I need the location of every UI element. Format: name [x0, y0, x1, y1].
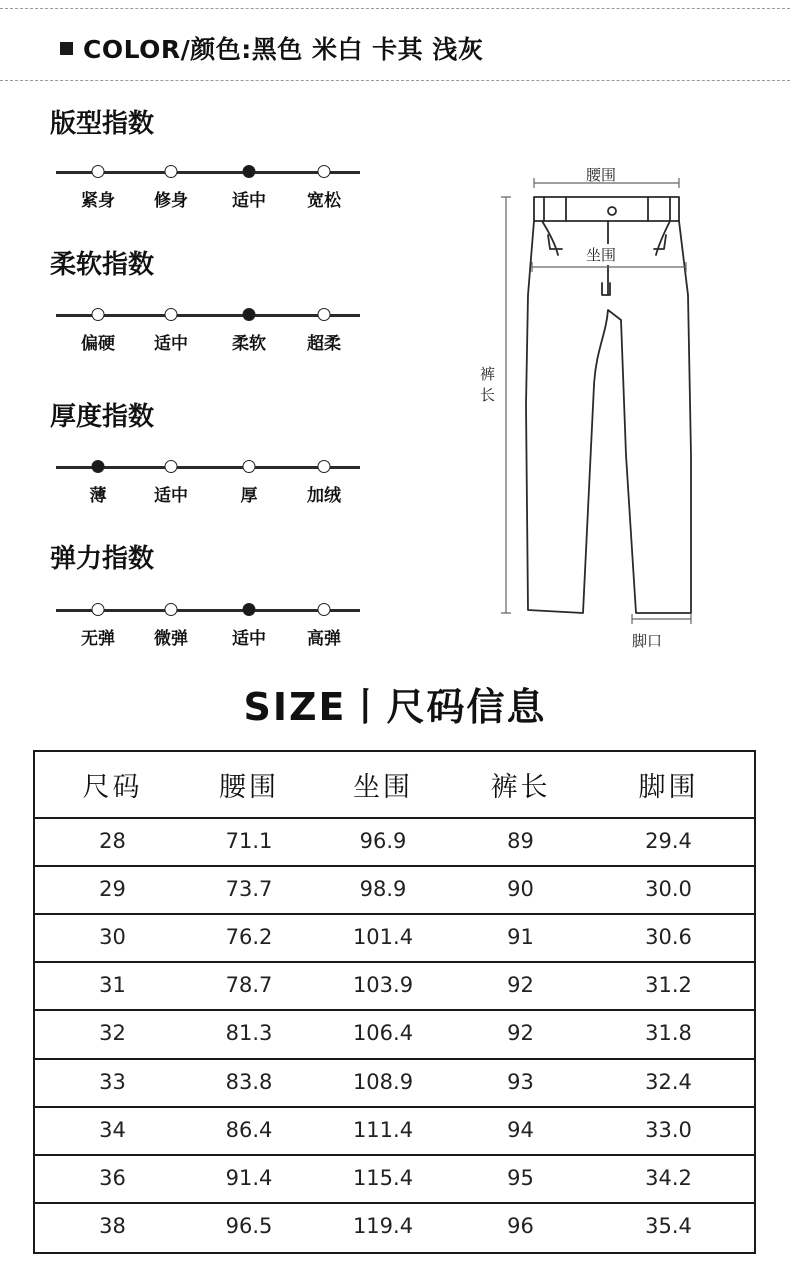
- length-label-2: 长: [480, 386, 496, 404]
- table-cell: 34: [99, 1117, 126, 1142]
- table-cell: 35.4: [645, 1213, 692, 1238]
- table-row: [35, 1009, 754, 1057]
- table-cell: 94: [507, 1117, 534, 1142]
- scale-label: 厚: [240, 486, 258, 506]
- pants-size-diagram: [470, 155, 700, 655]
- table-cell: 90: [507, 877, 534, 902]
- table-cell: 103.9: [352, 973, 414, 998]
- scale-label: 修身: [154, 191, 188, 211]
- hem-label: 脚口: [632, 632, 663, 650]
- table-row: [35, 913, 754, 961]
- index-scale: [56, 162, 360, 211]
- index-scale: [56, 305, 360, 354]
- table-cell: 96.5: [225, 1213, 273, 1238]
- table-row: [35, 1154, 754, 1202]
- index-scale: [56, 600, 360, 649]
- table-cell: 30.6: [645, 925, 692, 950]
- scale-label: 柔软: [232, 334, 266, 354]
- table-cell: 78.7: [225, 973, 273, 998]
- scale-label: 偏硬: [81, 334, 115, 354]
- waist-label: 腰围: [586, 166, 617, 184]
- table-cell: 119.4: [352, 1213, 414, 1238]
- scale-dot-selected: [243, 165, 256, 178]
- table-cell: 31: [99, 973, 126, 998]
- table-cell: 29: [99, 877, 126, 902]
- table-header-cell: 坐围: [353, 772, 413, 803]
- table-cell: 92: [507, 973, 534, 998]
- scale-label: 薄: [89, 486, 107, 506]
- scale-dot: [165, 165, 178, 178]
- scale-label: 适中: [232, 191, 266, 211]
- scale-dot: [92, 603, 105, 616]
- length-label-1: 裤: [480, 365, 496, 383]
- hip-label: 坐围: [586, 246, 617, 264]
- scale-label: 加绒: [307, 486, 341, 506]
- table-cell: 92: [507, 1021, 534, 1046]
- size-table: [33, 750, 756, 1254]
- table-header-cell: 脚围: [638, 772, 699, 803]
- table-cell: 33: [99, 1069, 126, 1094]
- table-cell: 81.3: [225, 1021, 273, 1046]
- scale-dot: [165, 308, 178, 321]
- scale-label: 宽松: [307, 191, 341, 211]
- top-divider: [0, 8, 790, 9]
- scale-dot: [318, 603, 331, 616]
- table-cell: 86.4: [225, 1117, 273, 1142]
- table-cell: 111.4: [352, 1117, 414, 1142]
- table-cell: 95: [507, 1165, 534, 1190]
- table-cell: 31.8: [645, 1021, 692, 1046]
- table-cell: 34.2: [645, 1165, 692, 1190]
- scale-dot-selected: [243, 308, 256, 321]
- table-row: [35, 817, 754, 865]
- table-row: [35, 1202, 754, 1250]
- table-cell: 30: [99, 925, 126, 950]
- table-cell: 73.7: [225, 877, 273, 902]
- scale-label: 超柔: [307, 334, 341, 354]
- table-cell: 32: [99, 1021, 126, 1046]
- table-row: [35, 1106, 754, 1154]
- scale-label: 适中: [154, 486, 188, 506]
- index-title: 厚度指数: [50, 402, 155, 432]
- table-cell: 28: [99, 829, 126, 854]
- color-divider: [0, 80, 790, 81]
- table-row: [35, 865, 754, 913]
- scale-dot: [92, 308, 105, 321]
- scale-dot: [318, 460, 331, 473]
- table-cell: 108.9: [352, 1069, 414, 1094]
- table-row: [35, 961, 754, 1009]
- table-cell: 98.9: [359, 877, 407, 902]
- size-title: SIZE丨尺码信息: [243, 685, 547, 729]
- scale-dot: [318, 165, 331, 178]
- table-row: [35, 1058, 754, 1106]
- table-header-cell: 裤长: [490, 772, 551, 803]
- scale-label: 紧身: [81, 191, 115, 211]
- color-options: [60, 30, 483, 66]
- color-label: COLOR/颜色:黑色 米白 卡其 浅灰: [83, 35, 484, 64]
- pants-outline-icon: [470, 155, 700, 655]
- scale-dot: [243, 460, 256, 473]
- square-bullet-icon: [60, 42, 73, 55]
- index-title: 弹力指数: [50, 544, 155, 574]
- table-cell: 30.0: [645, 877, 692, 902]
- scale-dot-selected: [243, 603, 256, 616]
- table-cell: 31.2: [645, 973, 692, 998]
- table-cell: 76.2: [225, 925, 273, 950]
- table-cell: 115.4: [352, 1165, 414, 1190]
- table-cell: 89: [507, 829, 534, 854]
- table-cell: 93: [507, 1069, 534, 1094]
- index-title: 柔软指数: [50, 250, 155, 280]
- table-cell: 29.4: [645, 829, 692, 854]
- table-cell: 38: [99, 1213, 126, 1238]
- table-cell: 91.4: [225, 1165, 273, 1190]
- table-cell: 32.4: [645, 1069, 692, 1094]
- table-cell: 91: [507, 925, 534, 950]
- table-header-cell: 尺码: [82, 772, 143, 803]
- scale-dot: [165, 460, 178, 473]
- table-cell: 101.4: [352, 925, 414, 950]
- table-cell: 71.1: [225, 829, 273, 854]
- table-cell: 83.8: [225, 1069, 273, 1094]
- scale-dot: [92, 165, 105, 178]
- scale-label: 无弹: [81, 629, 115, 649]
- scale-dot: [318, 308, 331, 321]
- table-cell: 106.4: [352, 1021, 414, 1046]
- table-header: [35, 752, 754, 819]
- scale-dot-selected: [92, 460, 105, 473]
- table-cell: 36: [99, 1165, 126, 1190]
- table-cell: 33.0: [645, 1117, 692, 1142]
- table-cell: 96: [507, 1213, 534, 1238]
- index-scale: [56, 457, 360, 506]
- table-header-cell: 腰围: [219, 772, 279, 803]
- index-title: 版型指数: [50, 109, 155, 139]
- scale-dot: [165, 603, 178, 616]
- scale-label: 适中: [232, 629, 266, 649]
- scale-label: 高弹: [307, 629, 341, 649]
- scale-label: 适中: [154, 334, 188, 354]
- table-cell: 96.9: [359, 829, 407, 854]
- scale-label: 微弹: [154, 629, 188, 649]
